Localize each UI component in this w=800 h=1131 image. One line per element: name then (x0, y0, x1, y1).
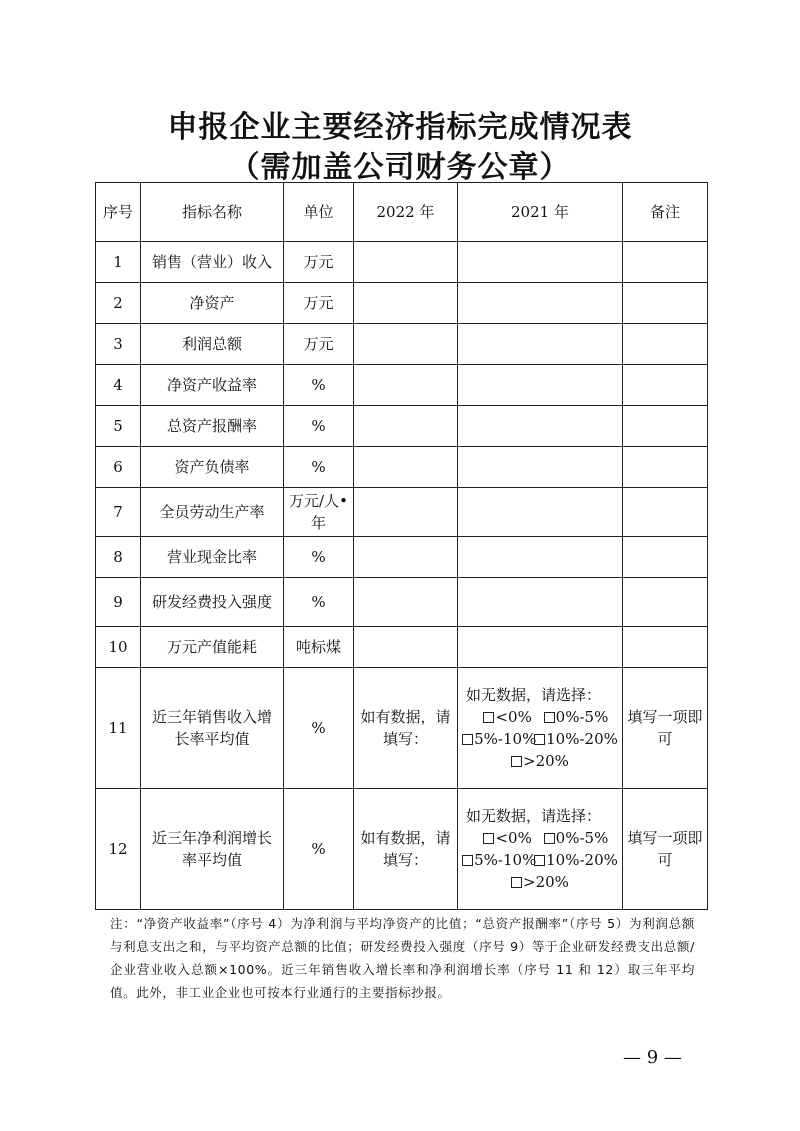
checkbox-icon (483, 712, 494, 723)
cell-2021-input[interactable] (458, 283, 623, 324)
cell-2022-input[interactable] (354, 668, 458, 789)
checkbox-icon (462, 855, 473, 866)
cell-name: 净资产 (141, 283, 284, 324)
cell-unit: % (284, 537, 354, 578)
cell-2022-input[interactable] (354, 447, 458, 488)
table-row (96, 324, 708, 365)
cell-remark[interactable] (623, 242, 708, 283)
table-row (96, 406, 708, 447)
fill-prompt: 如有数据，请填写： (360, 829, 451, 869)
table-row (96, 627, 708, 668)
cell-remark[interactable] (623, 406, 708, 447)
header-remark: 备注 (623, 183, 708, 242)
option-checkbox[interactable]: >20% (511, 871, 569, 893)
cell-name: 销售（营业）收入 (141, 242, 284, 283)
header-name: 指标名称 (141, 183, 284, 242)
checkbox-icon (483, 833, 494, 844)
table-row (96, 488, 708, 537)
table-row (96, 537, 708, 578)
option-checkbox[interactable]: <0% (472, 706, 544, 728)
footnote: 注：“净资产收益率”（序号 4）为净利润与平均净资产的比值；“总资产报酬率”（序号 5）为利润总额与利息支出之和，与平均资产总额的比值；研发经费投入强度（序号 9）等于企业研发经费支出总额/企业营业收入总额×100%。近三年销售收入增长率和净利润增长率（序号 11 和 12）取三年平均值。此外，非工业企业也可按本行业通行的主要指标抄报。 (110, 916, 695, 1000)
indicators-table (95, 182, 708, 910)
checkbox-icon (511, 756, 522, 767)
table-row (96, 668, 708, 789)
cell-2022-input[interactable] (354, 578, 458, 627)
header-2021: 2021 年 (458, 183, 623, 242)
cell-name: 研发经费投入强度 (141, 578, 284, 627)
cell-remark[interactable] (623, 283, 708, 324)
cell-name: 万元产值能耗 (141, 627, 284, 668)
cell-seq: 10 (96, 627, 141, 668)
table-row (96, 242, 708, 283)
checkbox-icon (544, 712, 555, 723)
cell-2022-input[interactable] (354, 406, 458, 447)
table-row (96, 283, 708, 324)
cell-2022-input[interactable] (354, 537, 458, 578)
table-header-row (96, 183, 708, 242)
cell-remark[interactable] (623, 447, 708, 488)
cell-seq: 8 (96, 537, 141, 578)
checkbox-icon (462, 734, 473, 745)
checkbox-icon (534, 734, 545, 745)
cell-unit: 万元 (284, 324, 354, 365)
cell-seq: 6 (96, 447, 141, 488)
option-checkbox[interactable]: <0% (472, 827, 544, 849)
cell-name: 资产负债率 (141, 447, 284, 488)
cell-2021-input[interactable] (458, 447, 623, 488)
header-unit: 单位 (284, 183, 354, 242)
cell-unit: % (284, 789, 354, 910)
cell-2021-input[interactable] (458, 578, 623, 627)
cell-2021-input[interactable] (458, 488, 623, 537)
cell-remark[interactable] (623, 324, 708, 365)
options-cell (458, 668, 623, 789)
page-number: — 9 — (623, 1047, 682, 1068)
cell-2022-input[interactable] (354, 324, 458, 365)
cell-2021-input[interactable] (458, 406, 623, 447)
cell-2022-input[interactable] (354, 242, 458, 283)
cell-2021-input[interactable] (458, 537, 623, 578)
table-row (96, 447, 708, 488)
cell-2022-input[interactable] (354, 365, 458, 406)
table-row (96, 789, 708, 910)
cell-name: 全员劳动生产率 (141, 488, 284, 537)
page-title: 申报企业主要经济指标完成情况表 (167, 110, 633, 145)
table-row (96, 578, 708, 627)
table-row (96, 365, 708, 406)
option-checkbox[interactable]: 0%-5% (544, 706, 609, 728)
cell-remark: 填写一项即可 (623, 668, 708, 789)
cell-name: 近三年销售收入增长率平均值 (141, 668, 284, 789)
cell-unit: % (284, 447, 354, 488)
cell-remark[interactable] (623, 627, 708, 668)
cell-unit: % (284, 406, 354, 447)
cell-unit: % (284, 668, 354, 789)
cell-2022-input[interactable] (354, 627, 458, 668)
cell-seq: 4 (96, 365, 141, 406)
cell-unit: 吨标煤 (284, 627, 354, 668)
cell-2022-input[interactable] (354, 283, 458, 324)
option-checkbox[interactable]: 5%-10% (462, 728, 534, 750)
cell-name: 总资产报酬率 (141, 406, 284, 447)
cell-name: 近三年净利润增长率平均值 (141, 789, 284, 910)
options-cell (458, 789, 623, 910)
option-checkbox[interactable]: 10%-20% (534, 849, 618, 871)
cell-seq: 9 (96, 578, 141, 627)
option-checkbox[interactable]: 0%-5% (544, 827, 609, 849)
options-prompt: 如无数据，请选择： (466, 807, 602, 825)
cell-unit: 万元 (284, 283, 354, 324)
cell-remark[interactable] (623, 537, 708, 578)
cell-2022-input[interactable] (354, 488, 458, 537)
cell-seq: 2 (96, 283, 141, 324)
cell-name: 净资产收益率 (141, 365, 284, 406)
checkbox-icon (544, 833, 555, 844)
cell-remark[interactable] (623, 578, 708, 627)
checkbox-icon (534, 855, 545, 866)
cell-name: 利润总额 (141, 324, 284, 365)
cell-unit: 万元 (284, 242, 354, 283)
fill-prompt: 如有数据，请填写： (360, 708, 451, 748)
cell-seq: 12 (96, 789, 141, 910)
cell-seq: 1 (96, 242, 141, 283)
cell-2021-input[interactable] (458, 365, 623, 406)
cell-2021-input[interactable] (458, 242, 623, 283)
page-subtitle: （需加盖公司财务公章） (229, 150, 571, 185)
cell-2022-input[interactable] (354, 789, 458, 910)
cell-seq: 5 (96, 406, 141, 447)
cell-remark[interactable] (623, 365, 708, 406)
cell-seq: 3 (96, 324, 141, 365)
checkbox-icon (511, 877, 522, 888)
header-seq: 序号 (96, 183, 141, 242)
cell-2021-input[interactable] (458, 324, 623, 365)
header-2022: 2022 年 (354, 183, 458, 242)
cell-remark[interactable] (623, 488, 708, 537)
option-checkbox[interactable]: >20% (511, 750, 569, 772)
cell-seq: 7 (96, 488, 141, 537)
cell-2021-input[interactable] (458, 627, 623, 668)
cell-name: 营业现金比率 (141, 537, 284, 578)
cell-seq: 11 (96, 668, 141, 789)
options-prompt: 如无数据，请选择： (466, 686, 602, 704)
option-checkbox[interactable]: 10%-20% (534, 728, 618, 750)
cell-remark: 填写一项即可 (623, 789, 708, 910)
cell-unit: % (284, 578, 354, 627)
cell-unit: 万元/人•年 (284, 488, 354, 537)
option-checkbox[interactable]: 5%-10% (462, 849, 534, 871)
cell-unit: % (284, 365, 354, 406)
